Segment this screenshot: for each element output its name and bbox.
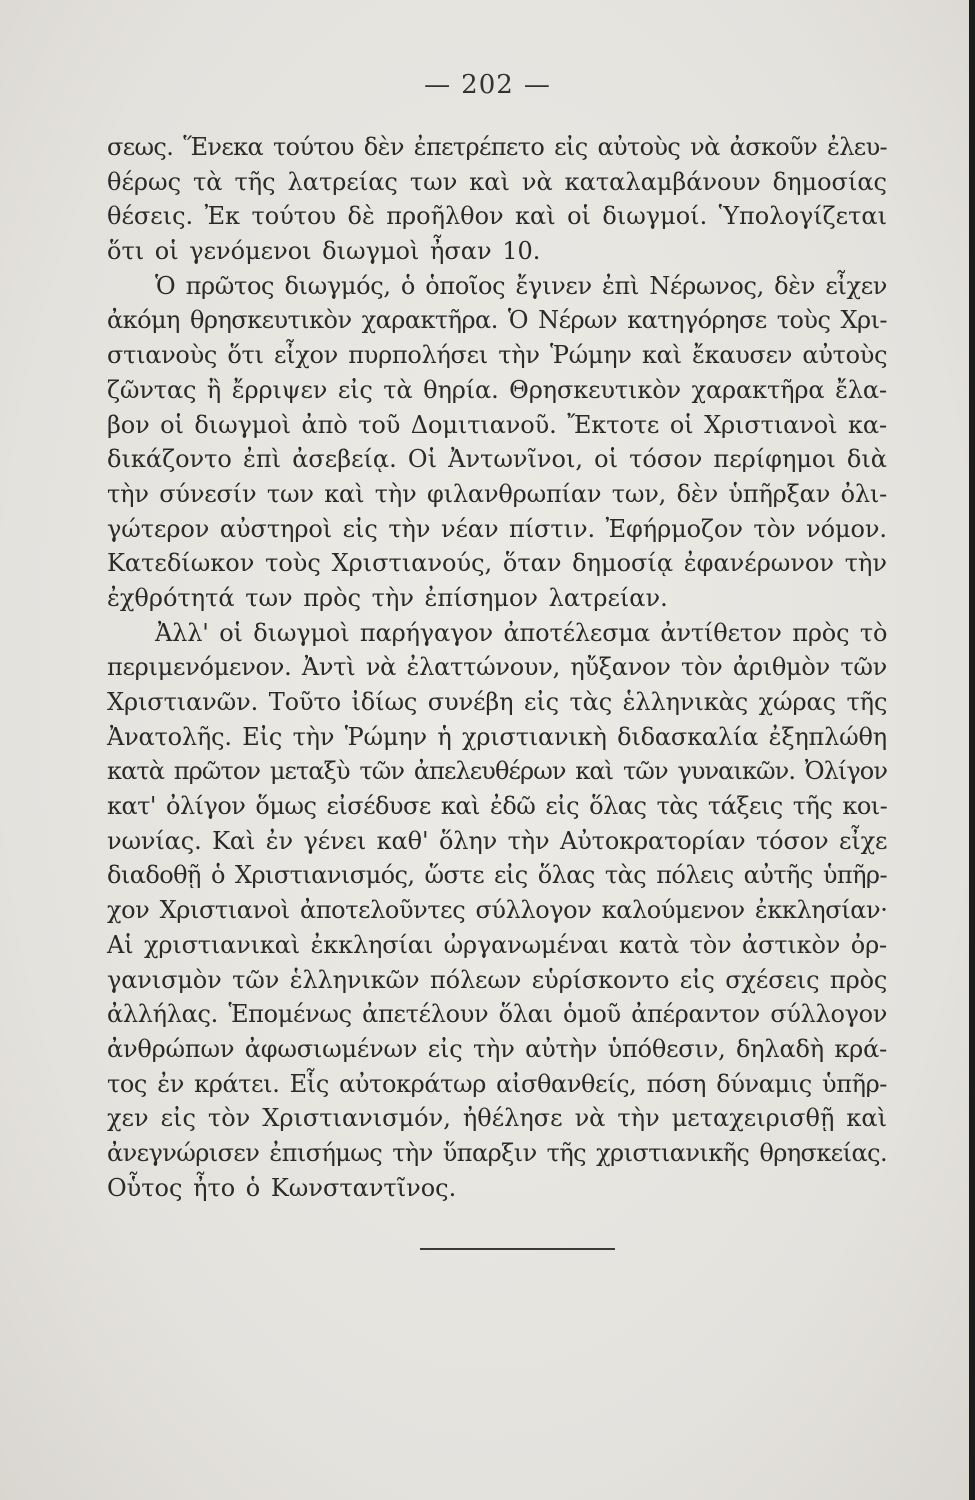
text-line: Αἱ χριστιανικαὶ ἐκκλησίαι ὠργανωμέναι κατὰ τὸν ἀστικὸν ὀρ- (107, 930, 887, 959)
text-line: χεν εἰς τὸν Χριστιανισμόν, ἠθέλησε νὰ τὴν μεταχειρισθῇ καὶ (107, 1104, 887, 1133)
binding-edge (969, 0, 975, 1500)
text-line: θέρως τὰ τῆς λατρείας των καὶ νὰ καταλαμβάνουν δημοσίας (107, 167, 887, 196)
text-line: κατὰ πρῶτον μεταξὺ τῶν ἀπελευθέρων καὶ τῶν γυναικῶν. Ὀλίγον (107, 757, 887, 786)
text-line: τὴν σύνεσίν των καὶ τὴν φιλανθρωπίαν των, δὲν ὑπῆρξαν ὀλι- (107, 479, 888, 508)
text-line: Ὁ πρῶτος διωγμός, ὁ ὁποῖος ἔγινεν ἐπὶ Νέρωνος, δὲν εἶχεν (155, 271, 888, 300)
text-line: χον Χριστιανοὶ ἀποτελοῦντες σύλλογον καλούμενον ἐκκλησίαν· (107, 896, 888, 925)
text-line: Χριστιανῶν. Τοῦτο ἰδίως συνέβη εἰς τὰς ἑλληνικὰς χώρας τῆς (107, 688, 888, 716)
text-line: δικάζοντο ἐπὶ ἀσεβείᾳ. Οἱ Ἀντωνῖνοι, οἱ τόσον περίφημοι διὰ (107, 445, 887, 474)
page-number: 202 (461, 70, 514, 100)
text-line: ὅτι οἱ γενόμενοι διωγμοὶ ἦσαν 10. (107, 237, 541, 266)
text-line: Κατεδίωκον τοὺς Χριστιανούς, ὅταν δημοσίᾳ ἐφανέρωνον τὴν (107, 549, 887, 578)
text-line: Ἀλλ' οἱ διωγμοὶ παρήγαγον ἀποτέλεσμα ἀντίθετον πρὸς τὸ (155, 618, 888, 647)
text-line: στιανοὺς ὅτι εἶχον πυρπολήσει τὴν Ῥώμην καὶ ἔκαυσεν αὐτοὺς (107, 341, 888, 370)
text-line: ἀνεγνώρισεν ἐπισήμως τὴν ὕπαρξιν τῆς χριστιανικῆς θρησκείας. (107, 1138, 887, 1167)
body-text (107, 130, 887, 1205)
text-line: ἐχθρότητά των πρὸς τὴν ἐπίσημον λατρείαν. (107, 583, 668, 612)
text-line: νωνίας. Καὶ ἐν γένει καθ' ὅλην τὴν Αὐτοκρατορίαν τόσον εἶχε (107, 826, 888, 855)
text-line: Ἀνατολῆς. Εἰς τὴν Ῥώμην ἡ χριστιανικὴ διδασκαλία ἐξηπλώθη (107, 722, 887, 751)
text-line: θέσεις. Ἐκ τούτου δὲ προῆλθον καὶ οἱ διωγμοί. Ὑπολογίζεται (107, 202, 887, 231)
page-number-header (0, 70, 975, 100)
text-line: γανισμὸν τῶν ἑλληνικῶν πόλεων εὑρίσκοντο εἰς σχέσεις πρὸς (107, 965, 888, 994)
text-line: ζῶντας ἢ ἔρριψεν εἰς τὰ θηρία. Θρησκευτικὸν χαρακτῆρα ἔλα- (107, 375, 887, 404)
text-line: ἀκόμη θρησκευτικὸν χαρακτῆρα. Ὁ Νέρων κατηγόρησε τοὺς Χρι- (107, 306, 887, 335)
text-line: τος ἐν κράτει. Εἷς αὐτοκράτωρ αἰσθανθείς, πόση δύναμις ὑπῆρ- (107, 1069, 887, 1098)
text-line: περιμενόμενον. Ἀντὶ νὰ ἐλαττώνουν, ηὔξανον τὸν ἀριθμὸν τῶν (107, 653, 887, 682)
text-line: διαδοθῇ ὁ Χριστιανισμός, ὥστε εἰς ὅλας τὰς πόλεις αὐτῆς ὑπῆρ- (107, 861, 887, 890)
section-divider (420, 1248, 615, 1250)
text-line: βον οἱ διωγμοὶ ἀπὸ τοῦ Δομιτιανοῦ. Ἔκτοτε οἱ Χριστιανοὶ κα- (107, 410, 887, 439)
text-line: ἀλλήλας. Ἑπομένως ἀπετέλουν ὅλαι ὁμοῦ ἀπέραντον σύλλογον (107, 1000, 887, 1029)
page-number-dash-right: — (523, 70, 551, 100)
page-number-dash-left: — (424, 70, 452, 100)
text-line: ἀνθρώπων ἀφωσιωμένων εἰς τὴν αὐτὴν ὑπόθεσιν, δηλαδὴ κρά- (107, 1034, 887, 1063)
text-line: γώτερον αὐστηροὶ εἰς τὴν νέαν πίστιν. Ἐφήρμοζον τὸν νόμον. (107, 514, 887, 543)
text-line: κατ' ὀλίγον ὅμως εἰσέδυσε καὶ ἐδῶ εἰς ὅλας τὰς τάξεις τῆς κοι- (107, 792, 888, 821)
text-line: σεως. Ἕνεκα τούτου δὲν ἐπετρέπετο εἰς αὐτοὺς νὰ ἀσκοῦν ἐλευ- (107, 133, 887, 161)
text-line: Οὗτος ἦτο ὁ Κωνσταντῖνος. (107, 1173, 457, 1202)
